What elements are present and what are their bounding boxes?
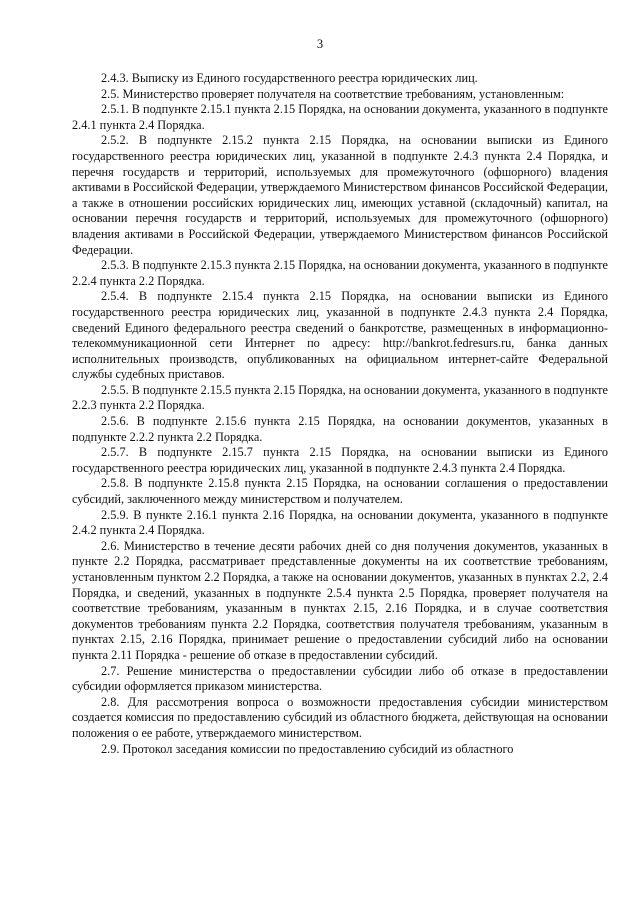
paragraph-2-8: 2.8. Для рассмотрения вопроса о возможности предоставления субсидии министерством создается комиссия по предоставлению субсидий из областного бюджета, действующая на основании положения о ее работе, утверждаемого министерством. xyxy=(72,694,608,740)
document-body xyxy=(72,71,608,757)
paragraph-2-5-3: 2.5.3. В подпункте 2.15.3 пункта 2.15 Порядка, на основании документа, указанного в подпункте 2.2.4 пункта 2.2 Порядка. xyxy=(72,258,609,288)
paragraph-2-9: 2.9. Протокол заседания комиссии по предоставлению субсидий из областного xyxy=(101,741,514,756)
paragraph-2-5-9: 2.5.9. В пункте 2.16.1 пункта 2.16 Порядка, на основании документа, указанного в подпункте 2.4.2 пункта 2.4 Порядка. xyxy=(72,507,608,538)
paragraph-2-7: 2.7. Решение министерства о предоставлении субсидии либо об отказе в предоставлении субсидии оформляется приказом министерства. xyxy=(72,663,608,694)
paragraph-2-6: 2.6. Министерство в течение десяти рабочих дней со дня получения документов, указанных в пункте 2.2 Порядка, рассматривает представленные документы на их соответствие требованиям, установленным пунктом 2.2 Порядка, а также на основании документов, указанных в пунктах 2.2, 2.4 Порядка, и сведений, указанных в подпункте 2.5.4 пункта 2.5 Порядка, проверяет получателя на соответствие требованиям, указанным в пунктах 2.15, 2.16 Порядка, и в случае соответствия документов требованиям пункта 2.2 Порядка, соответствия получателя требованиям, указанным в пунктах 2.15, 2.16 Порядка, принимает решение о предоставлении субсидий либо на основании пункта 2.11 Порядка - решение об отказе в предоставлении субсидий. xyxy=(72,538,608,662)
paragraph-2-4-3: 2.4.3. Выписку из Единого государственного реестра юридических лиц. xyxy=(101,71,478,85)
paragraph-2-5-5: 2.5.5. В подпункте 2.15.5 пункта 2.15 Порядка, на основании документа, указанного в подпункте 2.2.3 пункта 2.2 Порядка. xyxy=(72,382,609,413)
page-number: 3 xyxy=(316,37,324,51)
paragraph-2-5-8: 2.5.8. В подпункте 2.15.8 пункта 2.15 Порядка, на основании соглашения о предоставлении субсидий, заключенного между министерством и получателем. xyxy=(72,476,608,507)
paragraph-2-5-2: 2.5.2. В подпункте 2.15.2 пункта 2.15 Порядка, на основании выписки из Единого государственного реестра юридических лиц, указанной в подпункте 2.4.3 пункта 2.4 Порядка, и перечня государств и территорий, используемых для промежуточного (офшорного) владения активами в Российской Федерации, утверждаемого Министерством финансов Российской Федерации, а также в отношении российских юридических лиц, имеющих уставной (складочный) капитал, на основании перечня государств и территорий, используемых для промежуточного (офшорного) владения активами в Российской Федерации, утверждаемого Министерством финансов Российской Федерации. xyxy=(72,133,608,257)
paragraph-2-5-4: 2.5.4. В подпункте 2.15.4 пункта 2.15 Порядка, на основании выписки из Единого государственного реестра юридических лиц, указанной в подпункте 2.4.3 пункта 2.4 Порядка, сведений Единого федерального реестра сведений о банкротстве, размещенных в информационно-телекоммуникационной сети Интернет по адресу: http://bankrot.fedresurs.ru, банка данных исполнительных производств, опубликованных на официальном интернет-сайте Федеральной службы судебных приставов. xyxy=(72,289,608,382)
paragraph-2-5-1: 2.5.1. В подпункте 2.15.1 пункта 2.15 Порядка, на основании документа, указанного в подпункте 2.4.1 пункта 2.4 Порядка. xyxy=(72,102,609,132)
paragraph-2-5-7: 2.5.7. В подпункте 2.15.7 пункта 2.15 Порядка, на основании выписки из Единого государственного реестра юридических лиц, указанной в подпункте 2.4.3 пункта 2.4 Порядка. xyxy=(72,445,608,475)
paragraph-2-5: 2.5. Министерство проверяет получателя на соответствие требованиям, установленным: xyxy=(101,86,565,101)
paragraph-2-5-6: 2.5.6. В подпункте 2.15.6 пункта 2.15 Порядка, на основании документов, указанных в подпункте 2.2.2 пункта 2.2 Порядка. xyxy=(72,414,608,444)
